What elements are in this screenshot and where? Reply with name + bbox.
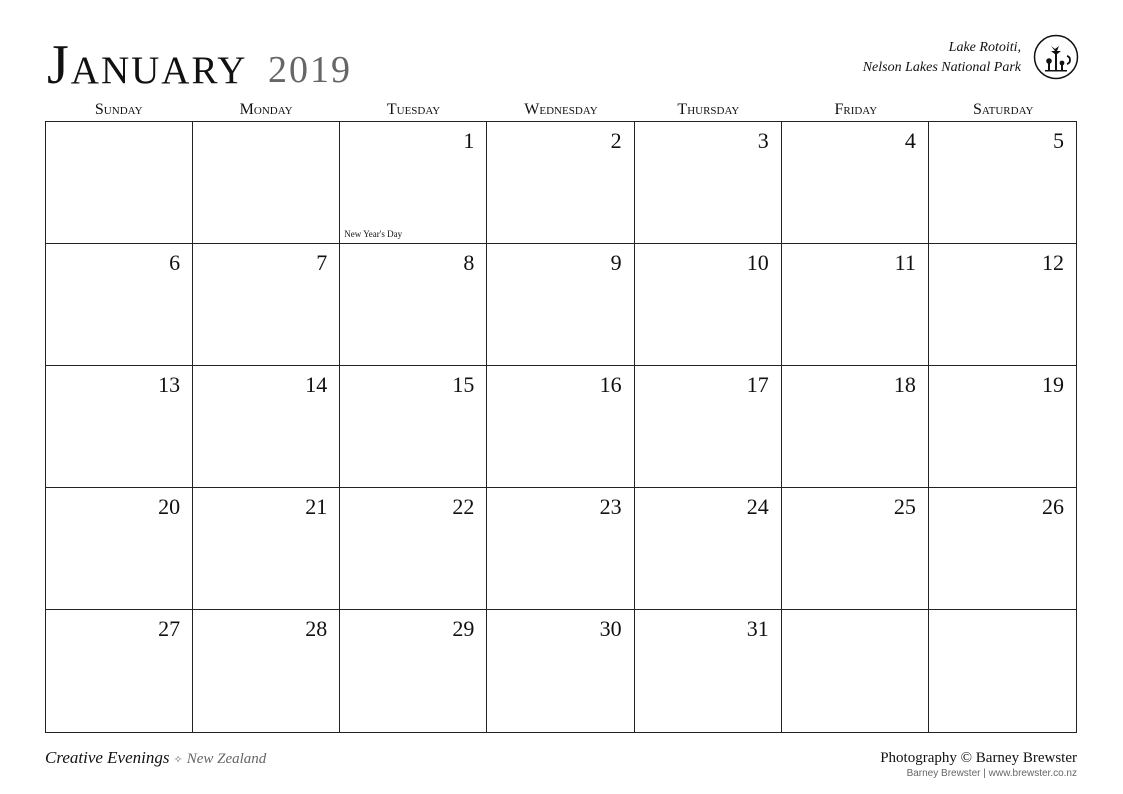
day-number: 31 [746,616,769,641]
day-number: 24 [746,494,769,519]
day-cell [193,244,340,366]
day-cell [635,366,782,488]
day-number: 8 [463,250,475,275]
day-cell [46,366,193,488]
month-title: January [47,34,248,96]
location-line-2: Nelson Lakes National Park [862,60,1021,75]
day-cell [782,122,929,244]
day-number: 18 [893,372,916,397]
day-cell [487,122,634,244]
day-number: 9 [610,250,622,275]
day-number: 22 [452,494,475,519]
day-number: 19 [1041,372,1064,397]
day-cell [340,122,487,244]
day-number: 21 [305,494,328,519]
brand-footer [45,748,266,768]
photo-location [863,38,1021,78]
day-cell [487,488,634,610]
day-cell [340,366,487,488]
website-credit: Barney Brewster | www.brewster.co.nz [906,768,1077,779]
day-number: 20 [158,494,181,519]
day-cell [193,366,340,488]
diamond-separator-icon: ✧ [173,754,183,766]
weekday-wednesday: Wednesday [524,101,598,118]
weekday-friday: Friday [834,101,878,118]
day-cell [635,488,782,610]
calendar-grid [45,121,1077,733]
day-cell [46,610,193,732]
day-number: 14 [305,372,328,397]
day-number: 7 [316,250,328,275]
day-cell [340,488,487,610]
brand-country: New Zealand [186,751,267,767]
day-cell [635,610,782,732]
photo-credit: Photography © Barney Brewster [880,750,1077,766]
weekday-tuesday: Tuesday [386,101,441,118]
day-number: 26 [1041,494,1064,519]
credit-footer [880,749,1077,781]
weekday-header-row [45,100,1077,120]
weekday-thursday: Thursday [677,101,740,118]
day-cell [782,244,929,366]
day-number: 27 [158,616,181,641]
day-number: 28 [305,616,328,641]
day-cell [46,122,193,244]
day-cell [929,366,1076,488]
day-number: 16 [599,372,622,397]
location-line-1: Lake Rotoiti, [948,40,1021,55]
day-number: 29 [452,616,475,641]
weekday-monday: Monday [239,101,293,118]
day-cell [782,488,929,610]
day-number: 17 [746,372,769,397]
day-number: 5 [1052,128,1064,153]
day-cell [635,244,782,366]
day-cell [487,244,634,366]
day-number: 25 [893,494,916,519]
day-number: 15 [452,372,475,397]
day-number: 30 [599,616,622,641]
day-cell [929,122,1076,244]
day-number: 11 [894,250,916,275]
day-cell [46,244,193,366]
day-number: 13 [158,372,181,397]
day-number: 1 [463,128,475,153]
day-cell [46,488,193,610]
calendar-header [45,30,1077,100]
day-cell [193,122,340,244]
day-number: 2 [610,128,622,153]
day-cell [487,610,634,732]
day-cell [635,122,782,244]
holiday-note: New Year's Day [344,229,403,239]
day-number: 3 [757,128,769,153]
day-number: 12 [1041,250,1064,275]
day-cell [340,610,487,732]
fern-emblem-icon [1033,34,1079,80]
day-cell [782,366,929,488]
day-cell [929,488,1076,610]
day-number: 4 [904,128,916,153]
day-cell [193,488,340,610]
day-cell [782,610,929,732]
year-title: 2019 [268,49,352,91]
day-cell [929,610,1076,732]
weekday-saturday: Saturday [973,101,1034,118]
day-number: 10 [746,250,769,275]
weekday-sunday: Sunday [94,101,143,118]
day-number: 23 [599,494,622,519]
brand-name: Creative Evenings [45,748,170,767]
day-cell [340,244,487,366]
day-cell [929,244,1076,366]
day-cell [487,366,634,488]
day-cell [193,610,340,732]
day-number: 6 [169,250,181,275]
